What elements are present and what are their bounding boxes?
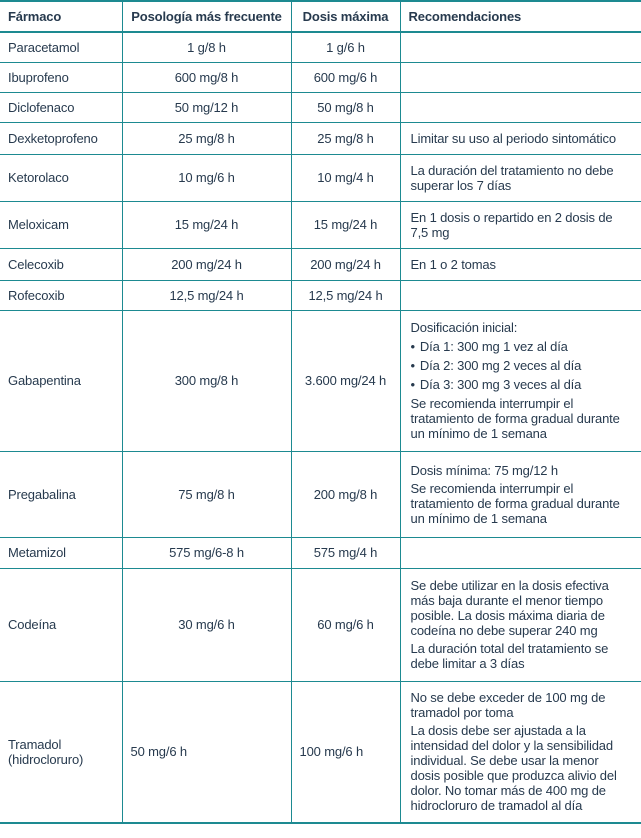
posology-cell: 30 mg/6 h (122, 568, 291, 681)
max-dose-cell: 1 g/6 h (291, 32, 400, 62)
col-header-dosis-maxima: Dosis máxima (291, 1, 400, 32)
recommendations-cell (400, 92, 641, 122)
table-row (0, 248, 641, 280)
recommendation-paragraph: En 1 dosis o repartido en 2 dosis de 7,5 mg (410, 209, 613, 240)
recommendation-paragraph: La dosis debe ser ajustada a la intensidad del dolor y la sensibilidad individual. Se debe usar la menor dosis posible que produzca alivio del dolor. No tomar más de 400 mg de hidrocloruro de tramadol al día (410, 723, 617, 814)
bullet-icon: • (410, 339, 415, 354)
recommendation-paragraph: La duración del tratamiento no debe superar los 7 días (410, 162, 614, 193)
recommendation-paragraph: Se recomienda interrumpir el tratamiento de forma gradual durante un mínimo de 1 semana (410, 396, 620, 441)
recommendation-paragraph: Se debe utilizar en la dosis efectiva más baja durante el menor tiempo posible. La dosis máxima diaria de codeína no debe superar 240 mg (410, 578, 609, 638)
col-header-farmaco: Fármaco (0, 1, 122, 32)
posology-cell: 575 mg/6-8 h (122, 537, 291, 568)
recommendations-cell (400, 62, 641, 92)
bullet-icon: • (410, 358, 415, 373)
drug-name-cell: Ketorolaco (0, 154, 122, 201)
table-row (0, 201, 641, 248)
posology-cell: 75 mg/8 h (122, 451, 291, 537)
recommendations-cell (400, 451, 641, 537)
bullet-text: Día 3: 300 mg 3 veces al día (419, 377, 582, 392)
drug-name-cell: Metamizol (0, 537, 122, 568)
recommendation-paragraph: Limitar su uso al periodo sintomático (410, 130, 616, 146)
drug-name-cell: Meloxicam (0, 201, 122, 248)
table-row (0, 451, 641, 537)
table-row (0, 122, 641, 154)
recommendations-cell (400, 568, 641, 681)
drug-name-cell: Tramadol (hidrocloruro) (0, 681, 122, 823)
posology-cell: 600 mg/8 h (122, 62, 291, 92)
drug-name-cell: Codeína (0, 568, 122, 681)
posology-cell: 50 mg/12 h (122, 92, 291, 122)
max-dose-cell: 200 mg/24 h (291, 248, 400, 280)
posology-cell: 200 mg/24 h (122, 248, 291, 280)
table-row (0, 154, 641, 201)
max-dose-cell: 15 mg/24 h (291, 201, 400, 248)
recommendation-bullet-item (411, 377, 631, 392)
bullet-text: Día 2: 300 mg 2 veces al día (419, 358, 582, 373)
col-header-recomendaciones: Recomendaciones (400, 1, 641, 32)
recommendations-cell (400, 248, 641, 280)
max-dose-cell: 25 mg/8 h (291, 122, 400, 154)
max-dose-cell: 50 mg/8 h (291, 92, 400, 122)
drug-name-cell: Dexketoprofeno (0, 122, 122, 154)
recommendations-cell (400, 154, 641, 201)
table-row (0, 681, 641, 823)
table-row (0, 92, 641, 122)
drug-name-cell: Paracetamol (0, 32, 122, 62)
recommendations-cell (400, 122, 641, 154)
drug-name-cell: Diclofenaco (0, 92, 122, 122)
drug-name-cell: Gabapentina (0, 310, 122, 451)
posology-cell: 1 g/8 h (122, 32, 291, 62)
bullet-text: Día 1: 300 mg 1 vez al día (419, 339, 568, 354)
max-dose-cell: 100 mg/6 h (291, 681, 400, 823)
table-row (0, 32, 641, 62)
max-dose-cell: 600 mg/6 h (291, 62, 400, 92)
table-row (0, 280, 641, 310)
recommendation-paragraph: En 1 o 2 tomas (410, 256, 496, 272)
recommendations-cell (400, 280, 641, 310)
drug-name-cell: Rofecoxib (0, 280, 122, 310)
bullet-icon: • (410, 377, 415, 392)
posology-cell: 15 mg/24 h (122, 201, 291, 248)
table-row (0, 62, 641, 92)
drug-name-cell: Pregabalina (0, 451, 122, 537)
table-row (0, 537, 641, 568)
table-row (0, 568, 641, 681)
recommendation-paragraph: La duración total del tratamiento se debe limitar a 3 días (410, 641, 609, 671)
posology-cell: 10 mg/6 h (122, 154, 291, 201)
recommendations-cell (400, 201, 641, 248)
recommendation-paragraph: Dosis mínima: 75 mg/12 h (410, 462, 558, 478)
recommendation-bullet-item (411, 339, 631, 354)
max-dose-cell: 10 mg/4 h (291, 154, 400, 201)
col-header-posologia: Posología más frecuente (122, 1, 291, 32)
recommendations-cell (400, 681, 641, 823)
recommendation-paragraph: Se recomienda interrumpir el tratamiento de forma gradual durante un mínimo de 1 semana (410, 480, 620, 526)
max-dose-cell: 3.600 mg/24 h (291, 310, 400, 451)
posology-cell: 50 mg/6 h (122, 681, 291, 823)
max-dose-cell: 12,5 mg/24 h (291, 280, 400, 310)
recommendations-cell (400, 32, 641, 62)
recommendations-cell (400, 310, 641, 451)
max-dose-cell: 200 mg/8 h (291, 451, 400, 537)
max-dose-cell: 575 mg/4 h (291, 537, 400, 568)
posology-cell: 12,5 mg/24 h (122, 280, 291, 310)
drug-name-cell: Ibuprofeno (0, 62, 122, 92)
posology-cell: 25 mg/8 h (122, 122, 291, 154)
recommendations-cell (400, 537, 641, 568)
recommendation-paragraph: No se debe exceder de 100 mg de tramadol por toma (410, 690, 606, 721)
posology-cell: 300 mg/8 h (122, 310, 291, 451)
recommendation-paragraph: Dosificación inicial: (410, 320, 518, 335)
header-row (0, 1, 641, 32)
table-row (0, 310, 641, 451)
drug-name-cell: Celecoxib (0, 248, 122, 280)
max-dose-cell: 60 mg/6 h (291, 568, 400, 681)
recommendation-bullet-item (411, 358, 631, 373)
